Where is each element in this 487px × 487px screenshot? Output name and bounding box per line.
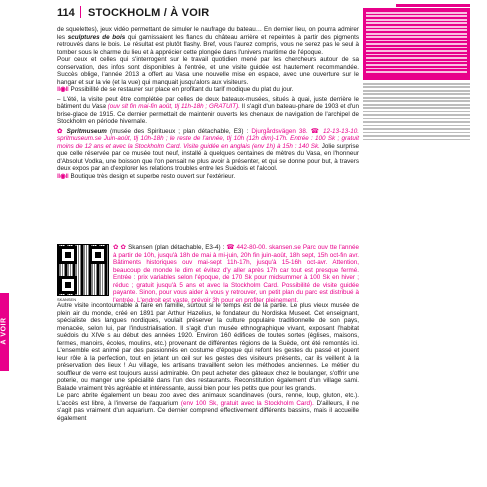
header-accent-bar (396, 4, 470, 7)
museum-icon: ✿ (57, 127, 64, 135)
restaurant-icon: ǁ◉ǁ (57, 86, 69, 93)
paragraph-skansen-1: Autre visite incontournable à faire en famille, surtout si le temps est de la partie. Le plus vieux musée de plein air du monde, créé en 1891 par Arthur Hazelius, le fondateur du Nordiska Museet. Cet enseignant, spécialiste des langues nordiques, voulait préserver la culture populaire traditionnelle de son pays, menacée, selon lui, par l'industrialisation. Il s'agit d'un musée ethnographique vivant, exposant l'habitat suédois du XIVe s au début des années 1920. Environ 160 édifices de toutes sortes (églises, maisons, fermes, manoirs, écoles, moulins, etc.) provenant de différentes régions de la Suède, ont été remontés ici. L'ensemble est animé par des passionnés en costume d'époque qui refont les gestes du passé et jouent leur rôle à la perfection, tout en jetant un œil sur les gestes des visiteurs présents, car ils veillent à la préservation des lieux ! Au village, les artisans travaillent selon les méthodes anciennes. Le métier du souffleur de verre est toujours aussi admirable. On peut acheter des gâteaux chez le boulanger, s'offrir une poterie, ou manger une spécialité dans l'un des restaurants. Reconstitution également d'un village sami. Balade vraiment très agréable et intéressante, aussi bien pour les petits que pour les grands. (57, 302, 359, 392)
paragraph-skansen-2: Le parc abrite également un beau zoo avec des animaux scandinaves (ours, renne, loup, gluton, etc.). L'accès est libre, à l'inverse de l'aquarium (env 100 Sk, gratuit avec la Stockholm Card). D'ailleurs, il ne s'agit pas vraiment d'un aquarium. Ce dernier comprend effectivement différents bassins, mais il accueille également (57, 392, 359, 422)
paragraph-vasa-2: Pour ceux et celles qui s'interrogent sur le travail quotidien mené par les chercheurs autour de sa conservation, des infos sont disponibles à l'entrée, et une visite guidée est hautement recommandée. Succès oblige, l'année 2013 a offert au Vasa une nouvelle mise en espace, avec une ouverture sur le hangar et sur la vie (et la vue) qui manquait jusqu'alors aux visiteurs. (57, 56, 359, 86)
phone-icon: ☎ (310, 127, 320, 135)
header-separator (80, 6, 81, 18)
phone-icon: ☎ (226, 244, 235, 251)
skansen-title: Skansen (128, 244, 153, 251)
section-title: STOCKHOLM / À VOIR (88, 7, 210, 19)
main-column (57, 26, 359, 180)
entry-skansen: ✿ ✿ Skansen (plan détachable, E3-4) : ☎ 442-80-00. skansen.se Parc ouv tte l'année à partir de 10h, jusqu'à 18h de mai à mi-juin, 20h fin juin-août, 18h sept, 15h oct-fin avr. Bâtiments historiques ouv mai-sept 11h-17h, jusqu'à 15-16h oct-avr. Attention, beaucoup de monde le dim et évitez d'y aller après 17h car tout est presque fermé. Entrée : prix variables selon l'époque, de 170 Sk pour midsummer à 100 Sk en hiver ; réduc ; gratuit jusqu'à 5 ans et avec la Stockholm Card. Possibilité de visite guidée payante. Sinon, pour vous aider à vous y retrouver, un petit plan du parc est distribué à l'entrée. L'endroit est vaste, prévoir 3h pour en profiter pleinement. (113, 244, 360, 304)
main-column-continued (57, 302, 359, 422)
paragraph-vasa-1: de squelettes), jeux vidéo permettant de simuler le naufrage du bateau… En dernier lieu, on pourra admirer les sculptures de bois qui garnissaient les flancs du château arrière et repeintes à partir des pigments retrouvés dans le bois. Le résultat est plutôt flashy. Bref, vous l'aurez compris, vous ne serez pas le seul à tomber sous le charme du lieu et à apprécier cette plongée dans l'univers maritime de l'époque. (57, 26, 360, 56)
restaurant-icon: ǁ◉ǁ (57, 172, 69, 180)
qr-code[interactable] (57, 244, 109, 296)
museum-icon: ✿ ✿ (113, 244, 127, 251)
spritmuseum-title: Spritmuseum (66, 127, 107, 135)
spritmuseum-shop: ǁ◉ǁ Boutique très design et superbe resto ouvert sur l'extérieur. (57, 172, 236, 180)
entry-spritmuseum: ✿ Spritmuseum (musée des Spiritueux ; plan détachable, E3) : Djurgårdsvägen 38. ☎ 12-13-13-10. spritmuseum.se Juin-août, tlj 10h-18h ; le reste de l'année, tlj 10h (12h dim)-17h. Entrée : 100 Sk ; gratuit moins de 12 ans et avec la Stockholm Card. Visite guidée en anglais (env 1h) à 15h : 140 Sk. Jolie surprise que celle réservée par ce musée tout neuf, installé à quelques centaines de mètres du Vasa, en l'honneur d'Absolut Vodka, une boisson que l'on pensait ne plus avoir à présenter, et qui se donne pour but, à travers deux expos par an d'explorer les relations troubles entre les Suédois et l'alcool. (57, 127, 359, 172)
qr-code-block (57, 244, 109, 301)
page-number: 114 (57, 7, 75, 19)
sidebar-text-lines (366, 12, 467, 75)
thumb-tab-label: À VOIR (0, 317, 8, 345)
paragraph-vasa-restaurant: ǁ◉ǁ Possibilité de se restaurer sur place en profitant du tarif modique du plat du jour. (57, 86, 294, 93)
qr-caption: SKANSEN (57, 297, 77, 302)
paragraph-vasa-boats: – L'été, la visite peut être complétée par celles de deux bateaux-musées, situés à quai, juste derrière le bâtiment du Vasa (ouv slt fin mai-fin août, tlj 11h-18h ; GRATUIT). Il s'agit d'un bateau-phare de 1903 et d'un brise-glace de 1915. Ce dernier permettait de maintenir ouverts les chenaux de navigation de l'archipel de Stockholm en période hivernale. (57, 95, 360, 125)
right-column-text-lines (363, 83, 470, 145)
